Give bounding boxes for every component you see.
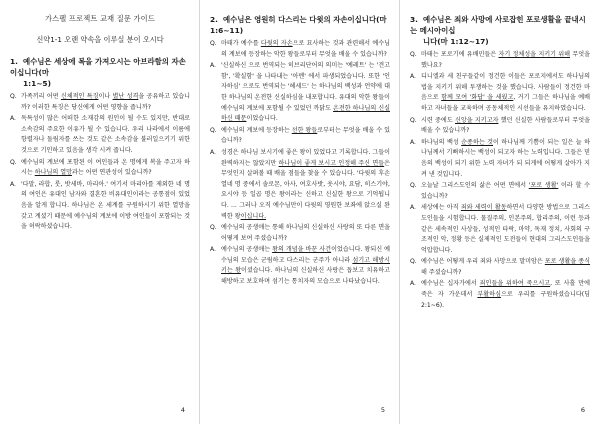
underlined-text: 자기 정체성을 지키기 위해 (498, 51, 571, 58)
paragraph-text: 은 무엇인지 살펴볼 때 배울 점들을 찾을 수 있습니다. '다윗의 후손 열네 명 중에서 솔로몬, 아사, 여호사밧, 웃시야, 요담, 히스기야, 요시야 등 일곱 명은 왕이라는 신하고 신실한 왕으로 기억됩니다. ... 그러나 오직 예수님만이 다윗의 영원한 보좌에 앉으실 완벽한 왕 (221, 159, 391, 220)
answer-label: A. (410, 204, 416, 212)
question-label: Q. (410, 116, 417, 124)
paragraph-text: 디니엘과 세 친구들같이 정건한 이들은 포로지에서도 하나님의 법을 지키기 위해 투쟁하는 것을 했습니다. 사람들이 정건한 마음으로 (421, 73, 590, 102)
question-label: Q. (10, 158, 17, 166)
paragraph-text: 으로 묘사하는 것과 관련해서 예수님의 계보에 등장하는 악한 왕들로부터 무엇을 배울 수 있습니까? (221, 40, 390, 58)
underlined-text: 다윗의 자손 (260, 40, 293, 47)
question-label: Q. (410, 182, 417, 190)
underlined-text: 별난 성격 (112, 93, 139, 100)
question-paragraph (410, 181, 590, 202)
paragraph-text: , 거기 그들은 하나님을 예배하고 자녀들을 교육하며 공동체적인 시선들을 유지하였습니다. (421, 94, 590, 112)
question-label: Q. (210, 126, 217, 134)
answer-label: A. (10, 180, 16, 188)
underlined-text: 하나님의 열망 (34, 169, 72, 177)
underlined-text: 온전한 하나님의 신실하신 때문 (221, 104, 390, 123)
paragraph-text: 로부터는 무엇을 배울 수 있습니까? (221, 126, 390, 145)
underlined-text: 이십니다. (240, 212, 267, 220)
page-number: 5 (380, 406, 385, 414)
answer-label: A. (210, 62, 216, 70)
paragraph-text: 해 주셨습니까? (421, 268, 462, 276)
page-4 (0, 0, 199, 424)
paragraph-text: 으로 우리를 구원하셨습니다(딤 2:1~6). (421, 291, 590, 309)
question-label: Q. (210, 224, 217, 232)
answer-paragraph (410, 279, 590, 311)
page-divider (399, 0, 400, 424)
answer-label: A. (10, 115, 16, 123)
question-label: Q. (410, 51, 417, 58)
section-heading-1 (10, 56, 190, 89)
paragraph-text: 마태가 예수를 (221, 40, 261, 47)
paragraph-text: 했던 신실한 사람들로부터 무엇을 배울 수 있습니까? (421, 116, 590, 135)
paragraph-text: 하면서 다양한 방법으로 그리스도인들을 시험합니다. 물질주의, 인본주의, 합리주의, 이런 등과 같은 세속적인 사상들, 성적인 타락, 마약, 독재 정치, 사회의 구조적인 악, 정황 등은 실제적인 도전들이 현대의 그리스도인들을 억압합니다. (421, 204, 590, 254)
question-paragraph (210, 126, 390, 147)
question-label: Q. (210, 40, 217, 47)
answer-label: A. (210, 246, 216, 254)
paragraph-text: 마태는 포로기에 유배민들은 (421, 51, 499, 58)
paragraph-text: , 또 사흘 만에 죽은 자 가운데서 (421, 280, 590, 299)
page-6 (400, 0, 599, 424)
question-paragraph (210, 223, 390, 244)
section-number: 3. (410, 15, 418, 24)
answer-paragraph (210, 61, 390, 125)
underlined-text: '포로 생활' (528, 182, 559, 190)
lesson-subtitle: 신약1-1 오랜 약속을 이루실 분이 오시다 (36, 35, 164, 44)
underlined-text: 신체적인 특징 (60, 93, 99, 100)
document-title: 가스펠 프로젝트 교재 질문 가이드 (45, 14, 155, 23)
question-paragraph (410, 116, 590, 137)
section-heading-3 (410, 14, 590, 47)
answer-paragraph (410, 138, 590, 180)
page-number: 6 (580, 406, 585, 414)
underlined-text: 섬기고 해방시키는 왕 (221, 256, 390, 275)
question-paragraph (410, 257, 590, 278)
underlined-text: 왕의 개념을 바꾼 사건 (272, 246, 332, 254)
answer-paragraph (210, 245, 390, 287)
question-paragraph (410, 50, 590, 71)
qa-list (210, 39, 390, 288)
question-paragraph (210, 39, 390, 60)
section-heading-text-cont: 니다(마 1:12~17) (423, 37, 489, 46)
paragraph-text: 세상에는 아직 (421, 204, 461, 212)
paragraph-text: 이었습니다. (246, 115, 278, 123)
question-label: Q. (10, 93, 17, 100)
paragraph-text: 오늘날 그리스도인의 삶은 어떤 면에서 (421, 182, 529, 190)
underlined-text: 신앙을 지키고자 (454, 116, 499, 124)
page-number: 4 (180, 406, 185, 414)
section-heading-text: 예수님은 죄와 사망에 사로잡힌 포로생활을 끝내시는 메시아이십 (410, 15, 586, 35)
answer-paragraph (10, 114, 190, 156)
paragraph-text: '신실하신 으로 번역되는 히브리단어의 의미는 '예레트' 는 '견고함', '확실함' 을 나타내는 '아멘' 에서 파생되었습니다. 또한 '인자하심' 으로도 번역되는 '헤세드' 는 하나님의 백성과 언약에 대한 하나님의 온전한 신실하심을 내포합니다. 유대의 악한 왕들이 예수님의 계보에 포함될 수 있었던 까닭도 (221, 62, 390, 112)
paragraph-text: 이라 할 수 있습니까? (421, 182, 590, 200)
section-number: 2. (210, 15, 218, 24)
answer-paragraph (410, 203, 590, 256)
section-heading-text: 예수님은 영원히 다스리는 다윗의 자손이십니다(마 1:6~11) (210, 15, 387, 35)
paragraph-text: 이셨습니다. 하나님의 신실하신 사랑은 돕보고 치유하고 해방하고 보호하며 섬기는 통치자의 모습으로 나타났습니다. (221, 267, 390, 286)
underlined-text: 순종하는 것 (461, 138, 494, 146)
paragraph-text: 예수님은 십자가에서 (421, 280, 480, 288)
paragraph-text: 예수님의 공생애는 (221, 246, 273, 254)
paragraph-text: 과는 어떤 연관성이 있습니까? (71, 169, 152, 177)
question-paragraph (10, 158, 190, 179)
paragraph-text: 예수님의 계보에 등장하는 (221, 126, 292, 134)
paragraph-text: 독특성이 많은 어떠한 소재감의 원인이 될 수도 있지만, 반대로 소속감의 주요한 이유가 될 수 있습니다. 우리 나라에서 이름에 항렬자나 돌림자를 쓰는 것도 같은 소속감을 불러일으키기 위한 것으로 기인하고 있음을 생각 시켜 줍니다. (21, 115, 190, 154)
underlined-text: 함께 모여 '화답' 을 세웠고 (441, 94, 514, 102)
underlined-text: 하나님이 좋게 보시고 인정해 주신 면들 (278, 159, 385, 167)
answer-label: A. (410, 138, 416, 146)
paragraph-text: 성경은 하나님 보시기에 좋은 왕이 있었다고 기록합니다. 그들이 완벽하지는 않았지만 (221, 148, 390, 167)
page-divider (199, 0, 200, 424)
section-heading-text: 예수님은 세상에 복을 가져오시는 아브라함의 자손이십니다(마 (10, 57, 186, 77)
paragraph-text: 이 하나님께 기쁨이 되는 일은 늘 하나님께서 기뻐하시는 백성이 되고자 하는 노력입니다. 그들은 믿음의 백성이 되기 위한 노력 자녀가 되 되게에 어떻게 살아가 지켜 낸 것입니다. (421, 138, 590, 178)
section-heading-2 (210, 14, 390, 36)
section-heading-text-cont: 1:1~5) (23, 79, 51, 88)
qa-list (10, 92, 190, 233)
answer-label: A. (210, 148, 216, 156)
underlined-text: 죄와 세력이 활동 (460, 204, 507, 212)
answer-paragraph (410, 72, 590, 114)
underlined-text: 선한 왕들 (291, 126, 318, 134)
underlined-text: 포로 생활을 종식 (544, 258, 590, 266)
paragraph-text: 이었습니다. 왕되신 예수님의 모습은 군림하고 다스리는 군주가 아니라 (221, 246, 390, 264)
underlined-text: 죄인들을 위하여 죽으시고 (479, 280, 551, 288)
section-number: 1. (10, 57, 18, 66)
answer-label: A. (410, 73, 416, 81)
paragraph-text: 예수님의 공생애는 통해 하나님의 신실하신 사랑의 또 다른 면을 어떻게 보여 주셨습니까? (221, 224, 390, 242)
paragraph-text: 하나님의 백성 (421, 138, 462, 146)
paragraph-text: 시련 중에도 (421, 116, 455, 124)
answer-paragraph (10, 180, 190, 233)
underlined-text: 부활하심 (477, 291, 501, 299)
question-label: Q. (410, 258, 417, 266)
question-paragraph (10, 92, 190, 113)
paragraph-text: 예수님은 어떻게 우리 죄와 사망으로 말미암은 (421, 258, 545, 266)
paragraph-text: 이나 (98, 93, 113, 100)
paragraph-text: 예수님의 계보에 포함된 이 여인들과 온 명에게 복을 주고자 하시는 (21, 158, 190, 177)
qa-list (410, 50, 590, 311)
paragraph-text: 을 공유하고 있습니까? 이러한 특징은 당신에게 어떤 영향을 줍니까? (21, 93, 190, 111)
paragraph-text: 가족끼리 어떤 (21, 93, 61, 100)
paragraph-text: 무엇을 했나요? (421, 51, 590, 69)
answer-paragraph (210, 148, 390, 222)
page-5 (200, 0, 399, 424)
paragraph-text: '다말, 라합, 룻, 밧세바, 마리아.' 여기서 마리아를 제외한 네 명의 여인은 유대인 남자와 결혼한 비유대인이라는 공통점이 있었음을 알게 합니다. 하나님은 온 세계를 구원하시기 위한 열망을 갖고 계셨기 때문에 예수님의 계보에 이방 여인들이 포함되는 것을 허락하셨습니다. (21, 180, 190, 231)
answer-label: A. (410, 280, 416, 288)
